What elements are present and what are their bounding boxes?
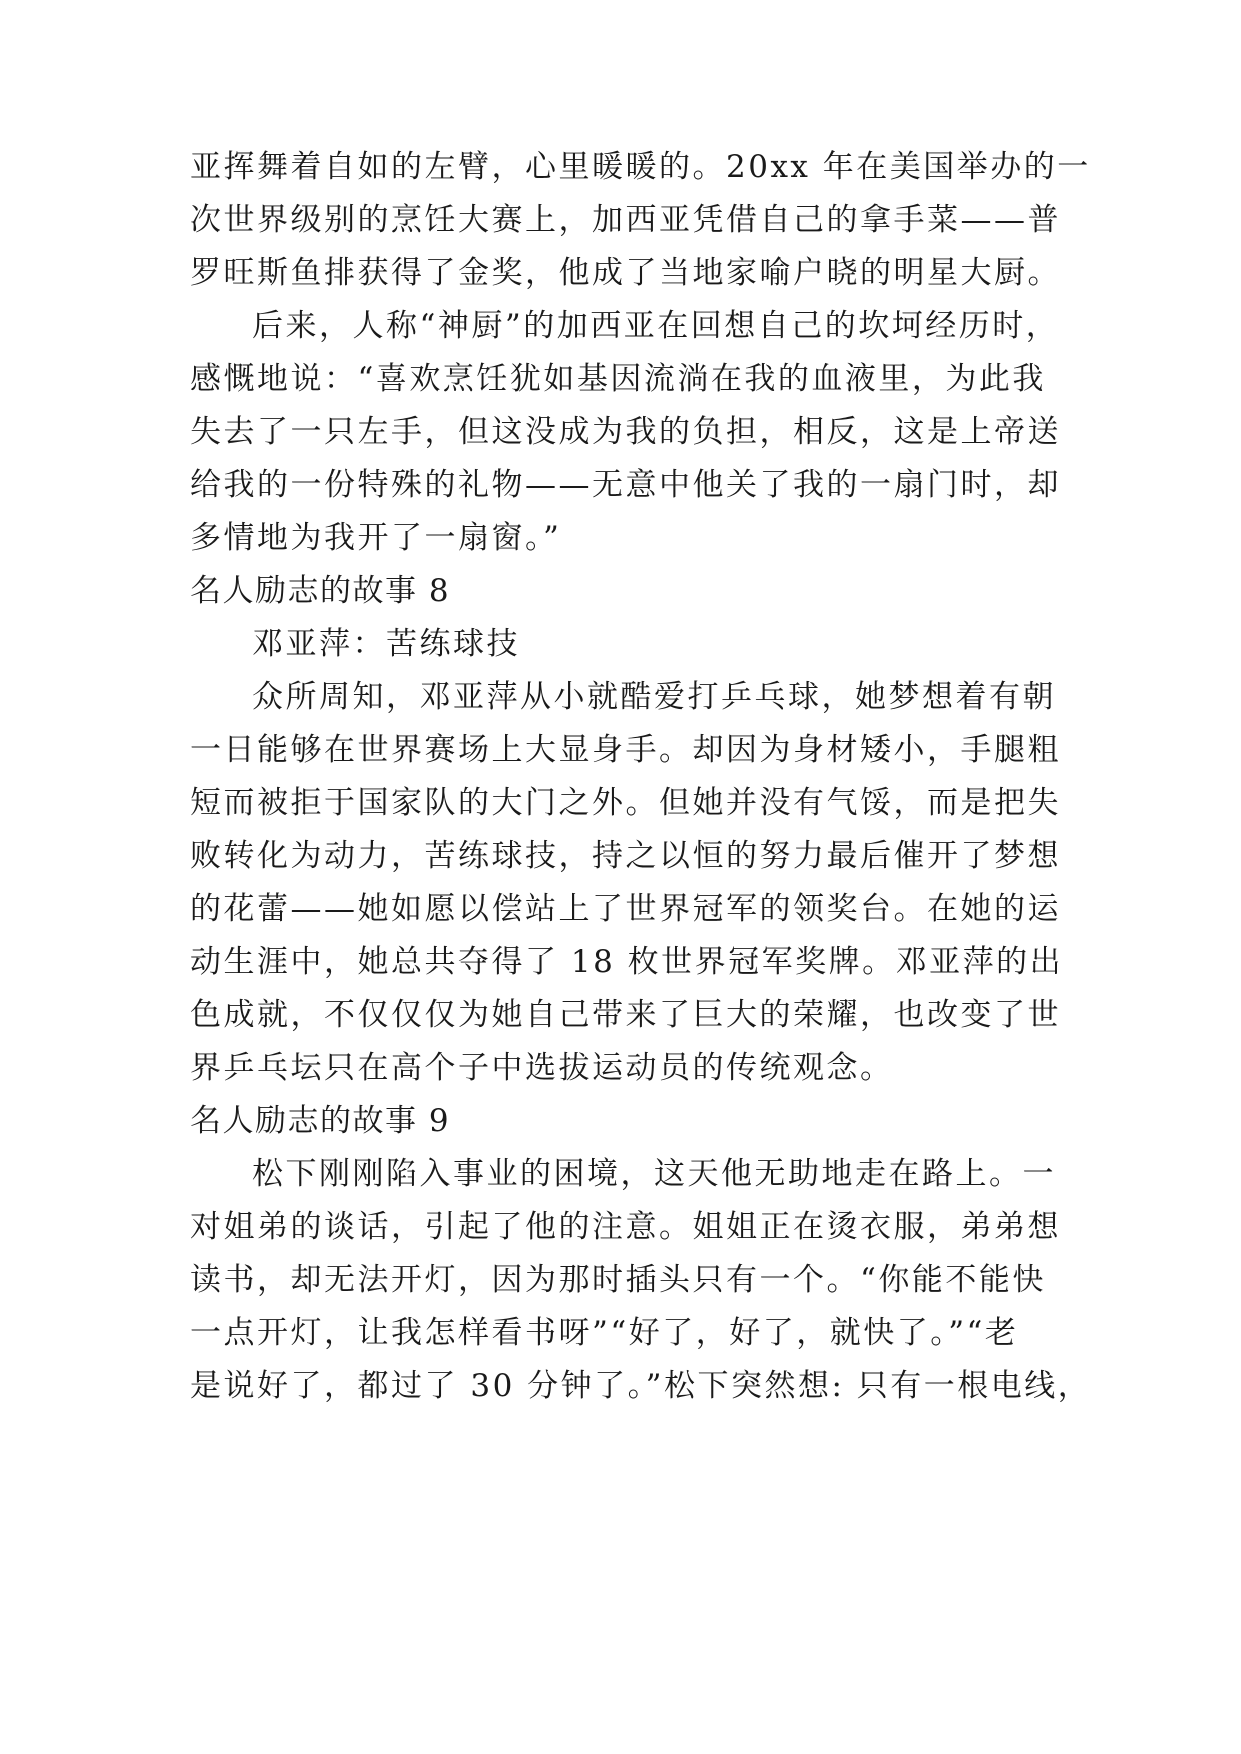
text-line: 读书，却无法开灯，因为那时插头只有一个。“你能不能快 [190,1262,1046,1298]
text-line: 一点开灯，让我怎样看书呀”“好了，好了，就快了。”“老 [190,1315,1019,1351]
text-line: 失去了一只左手，但这没成为我的负担，相反，这是上帝送 [190,414,1061,450]
text-line: 感慨地说：“喜欢烹饪犹如基因流淌在我的血液里，为此我 [190,361,1046,397]
text-line: 松下刚刚陷入事业的困境，这天他无助地走在路上。一 [252,1156,1056,1192]
text-line: 界乒乓坛只在高个子中选拔运动员的传统观念。 [190,1050,894,1086]
text-line: 一日能够在世界赛场上大显身手。却因为身材矮小，手腿粗 [190,732,1061,768]
text-line: 的花蕾——她如愿以偿站上了世界冠军的领奖台。在她的运 [190,891,1061,927]
story-subtitle: 邓亚萍：苦练球技 [252,626,520,662]
text-line: 罗旺斯鱼排获得了金奖，他成了当地家喻户晓的明星大厨。 [190,255,1061,291]
text-line: 是说好了，都过了 30 分钟了。”松下突然想: 只有一根电线， [190,1368,1092,1404]
text-line: 多情地为我开了一扇窗。” [190,520,562,556]
text-line: 给我的一份特殊的礼物——无意中他关了我的一扇门时，却 [190,467,1061,503]
text-line: 众所周知，邓亚萍从小就酷爱打乒乓球，她梦想着有朝 [252,679,1056,715]
text-line: 次世界级别的烹饪大赛上，加西亚凭借自己的拿手菜——普 [190,202,1061,238]
section-heading: 名人励志的故事 8 [190,573,451,609]
text-line: 短而被拒于国家队的大门之外。但她并没有气馁，而是把失 [190,785,1061,821]
text-line: 对姐弟的谈话，引起了他的注意。姐姐正在烫衣服，弟弟想 [190,1209,1061,1245]
text-line: 败转化为动力，苦练球技，持之以恒的努力最后催开了梦想 [190,838,1061,874]
section-heading: 名人励志的故事 9 [190,1103,451,1139]
text-line: 后来，人称“神厨”的加西亚在回想自己的坎坷经历时， [252,308,1060,344]
text-line: 动生涯中，她总共夺得了 18 枚世界冠军奖牌。邓亚萍的出 [190,944,1064,980]
text-line: 亚挥舞着自如的左臂，心里暖暖的。20xx 年在美国举办的一 [190,149,1091,185]
text-line: 色成就，不仅仅仅为她自己带来了巨大的荣耀，也改变了世 [190,997,1061,1033]
